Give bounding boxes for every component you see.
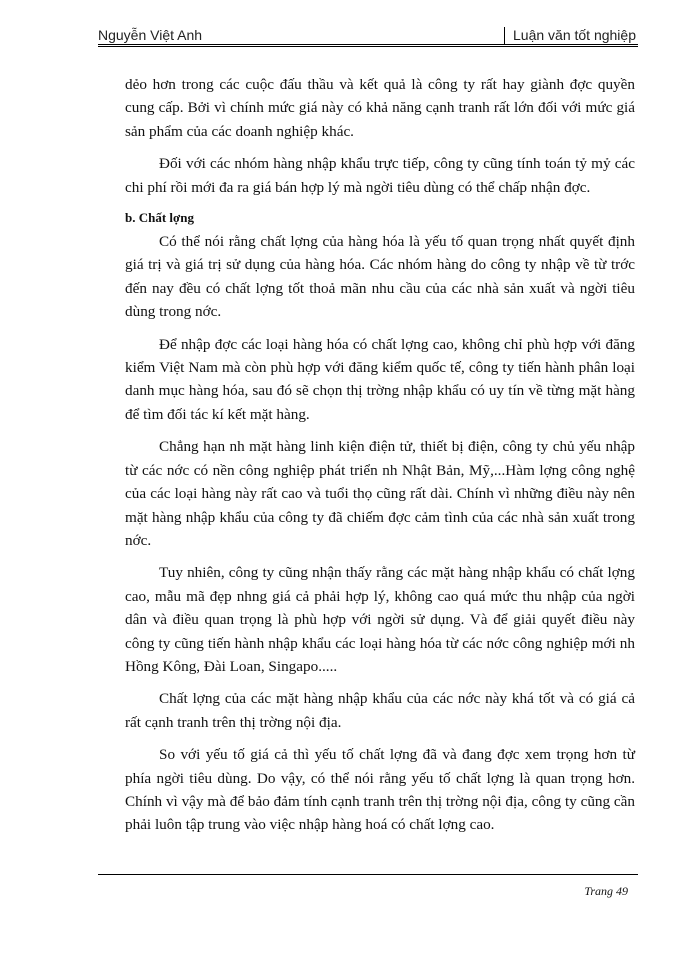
paragraph-4: Để nhập đợc các loại hàng hóa có chất lợng cao, không chỉ phù hợp với đăng kiểm Việt Nam mà còn phù hợp với đăng kiểm quốc tế, công ty tiến hành phân loại danh mục hàng hóa, sau đó sẽ chọn thị trờng nhập khẩu có uy tín về từng mặt hàng để tìm đối tác kí kết mặt hàng.: [125, 335, 635, 423]
header-title: Luận văn tốt nghiệp: [504, 27, 636, 45]
header-author: Nguyễn Việt Anh: [98, 27, 203, 43]
paragraph-6: Tuy nhiên, công ty cũng nhận thấy rằng các mặt hàng nhập khẩu có chất lợng cao, mẫu mã đẹp nhng giá cả phải hợp lý, không cao quá mức thu nhập của ngời dân và điều quan trọng là phù hợp với ngời sử dụng. Và để giải quyết điều này công ty cũng tiến hành nhập khẩu các loại hàng hóa từ các nớc công nghiệp mới nh Hồng Kông, Đài Loan, Singapo.....: [125, 564, 635, 675]
page-header: [98, 25, 638, 45]
footer-rule: [98, 874, 638, 875]
page-number: Trang 49: [584, 884, 628, 898]
paragraph-2: Đối với các nhóm hàng nhập khẩu trực tiếp, công ty cũng tính toán tỷ mỷ các chi phí rồi mới đa ra giá bán hợp lý mà ngời tiêu dùng có thể chấp nhận đợc.: [125, 155, 635, 196]
paragraph-7: Chất lợng của các mặt hàng nhập khẩu của các nớc này khá tốt và có giá cả rất cạnh tranh trên thị trờng nội địa.: [125, 690, 635, 731]
paragraph-1: dẻo hơn trong các cuộc đấu thầu và kết quả là công ty rất hay giành đợc quyền cung cấp. Bởi vì chính mức giá này có khả năng cạnh tranh rất lớn đối với mức giá sản phẩm của các doanh nghiệp khác.: [125, 76, 635, 140]
document-body: [125, 73, 635, 846]
section-heading: b. Chất lợng: [125, 210, 194, 226]
paragraph-3: Có thể nói rằng chất lợng của hàng hóa là yếu tố quan trọng nhất quyết định giá trị và giá trị sử dụng của hàng hóa. Các nhóm hàng do công ty nhập về từ trớc đến nay đều có chất lợng tốt thoả mãn nhu cầu của các nhà sản xuất và ngời tiêu dùng trong nớc.: [125, 233, 635, 321]
paragraph-8: So với yếu tố giá cả thì yếu tố chất lợng đã và đang đợc xem trọng hơn từ phía ngời tiêu dùng. Do vậy, có thể nói rằng yếu tố chất lợng là quan trọng hơn. Chính vì vậy mà để bảo đảm tính cạnh tranh trên thị trờng nội địa, công ty cũng cần phải luôn tập trung vào việc nhập hàng hoá có chất lợng cao.: [125, 746, 635, 834]
header-rule: [98, 44, 638, 47]
paragraph-5: Chẳng hạn nh mặt hàng linh kiện điện tử, thiết bị điện, công ty chủ yếu nhập từ các nớc có nền công nghiệp phát triển nh Nhật Bản, Mỹ,...Hàm lợng công nghệ của các loại hàng này rất cao và tuổi thọ cũng rất dài. Chính vì những điều này nên mặt hàng nhập khẩu của công ty đã chiếm đợc cảm tình của các nhà sản xuất trong nớc.: [125, 438, 635, 549]
